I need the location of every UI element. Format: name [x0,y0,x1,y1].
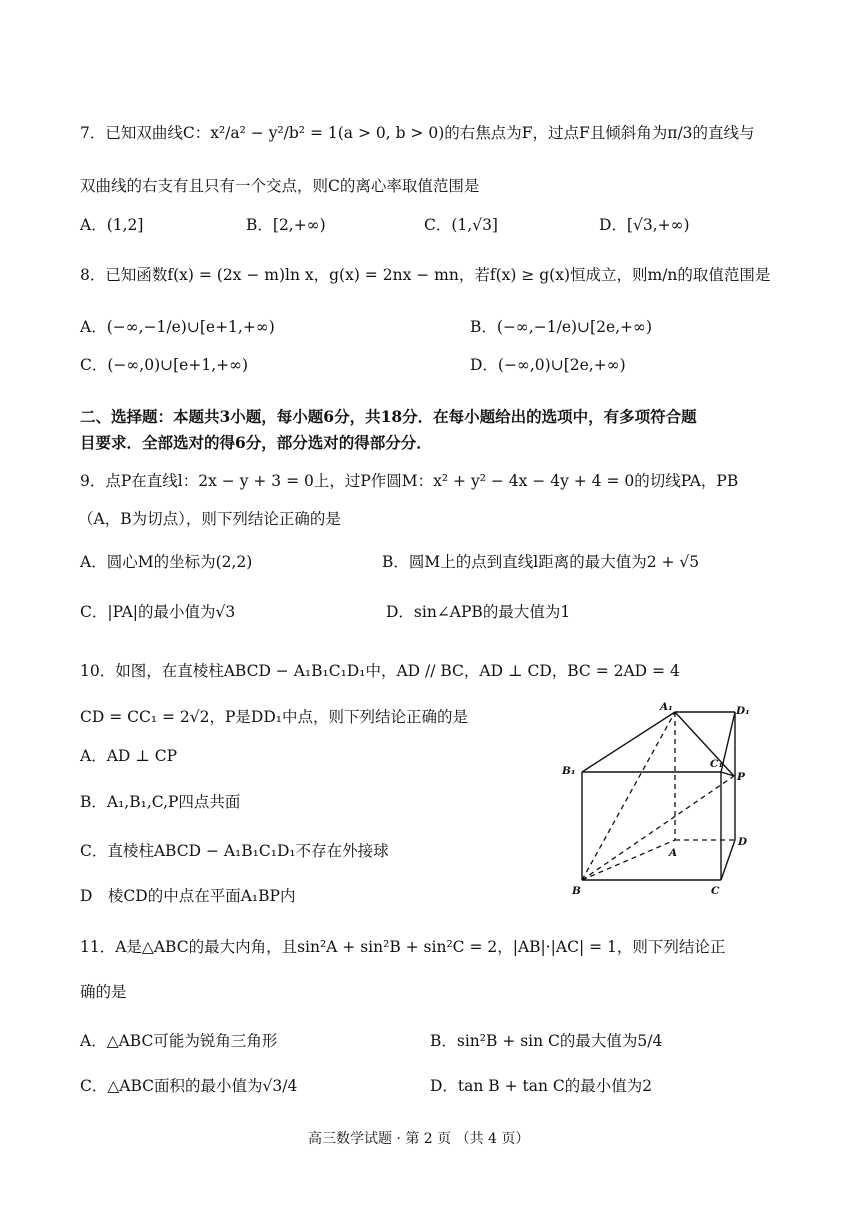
label-b1: B₁ [562,765,576,777]
q7-option-d: D．[√3,+∞) [599,216,690,234]
q7-stem-line-2: 双曲线的右支有且只有一个交点，则C的离心率取值范围是 [80,177,480,195]
q7-stem-line-1: 7．已知双曲线C：x²/a² − y²/b² = 1(a > 0, b > 0)的右焦点为F，过点F且倾斜角为π/3的直线与 [80,124,755,142]
q11-option-c: C．△ABC面积的最小值为√3/4 [80,1077,298,1095]
q7-option-a: A．(1,2] [80,216,144,234]
edge-b1-a1 [582,712,675,772]
label-b: B [572,885,581,897]
label-a: A [669,847,678,859]
prism-figure [558,700,778,900]
page-footer: 高三数学试题 · 第 2 页 （共 4 页） [308,1131,530,1147]
q10-stem-line-2: CD = CC₁ = 2√2，P是DD₁中点，则下列结论正确的是 [80,708,469,726]
q10-option-c: C．直棱柱ABCD − A₁B₁C₁D₁不存在外接球 [80,842,389,860]
q8-option-b: B．(−∞,−1/e)∪[2e,+∞) [470,318,652,336]
q10-stem-line-1: 10．如图，在直棱柱ABCD − A₁B₁C₁D₁中，AD // BC，AD ⊥ CD，BC = 2AD = 4 [80,662,680,680]
label-c: C [711,885,720,897]
hidden-edge-b-p [582,776,734,880]
q11-option-d: D．tan B + tan C的最小值为2 [430,1077,653,1095]
hidden-edge-b-a1 [582,712,678,880]
label-a1: A₁ [660,701,673,713]
label-d: D [738,836,748,848]
q11-stem-line-1: 11．A是△ABC的最大内角，且sin²A + sin²B + sin²C = 2，|AB|·|AC| = 1，则下列结论正 [80,938,726,956]
q9-option-d: D．sin∠APB的最大值为1 [386,603,571,621]
hidden-edge-b-a [582,840,678,880]
q11-option-a: A．△ABC可能为锐角三角形 [80,1032,278,1050]
edge-c-d [721,840,735,880]
q9-stem-line-2: （A，B为切点），则下列结论正确的是 [78,510,341,528]
label-d1: D₁ [736,705,750,717]
q8-option-d: D．(−∞,0)∪[2e,+∞) [470,356,626,374]
section-2-heading-line-1: 二、选择题：本题共3小题，每小题6分，共18分．在每小题给出的选项中，有多项符合题 [80,407,697,426]
q11-stem-line-2: 确的是 [80,983,127,1001]
label-c1: C₁ [710,758,723,770]
q8-stem-line-1: 8．已知函数f(x) = (2x − m)ln x，g(x) = 2nx − mn，若f(x) ≥ g(x)恒成立，则m/n的取值范围是 [80,266,771,284]
q10-option-d: D 棱CD的中点在平面A₁BP内 [80,887,296,905]
q7-option-c: C．(1,√3] [424,216,498,234]
section-2-heading-line-2: 目要求．全部选对的得6分，部分选对的得部分分． [80,433,432,452]
q9-option-c: C．|PA|的最小值为√3 [80,603,236,621]
q9-option-a: A．圆心M的坐标为(2,2) [80,553,253,571]
q8-option-c: C．(−∞,0)∪[e+1,+∞) [80,356,249,374]
q10-option-b: B．A₁,B₁,C,P四点共面 [80,793,241,811]
edge-a1-p [675,712,734,776]
edge-d1-c1 [721,712,735,772]
q9-stem-line-1: 9．点P在直线l：2x − y + 3 = 0上，过P作圆M：x² + y² − 4x − 4y + 4 = 0的切线PA，PB [80,472,739,490]
q9-option-b: B．圆M上的点到直线l距离的最大值为2 + √5 [382,553,700,571]
label-p: P [737,771,745,783]
q7-option-b: B．[2,+∞) [246,216,326,234]
q10-option-a: A．AD ⊥ CP [80,747,178,765]
q8-option-a: A．(−∞,−1/e)∪[e+1,+∞) [80,318,275,336]
q11-option-b: B．sin²B + sin C的最大值为5/4 [430,1032,663,1050]
